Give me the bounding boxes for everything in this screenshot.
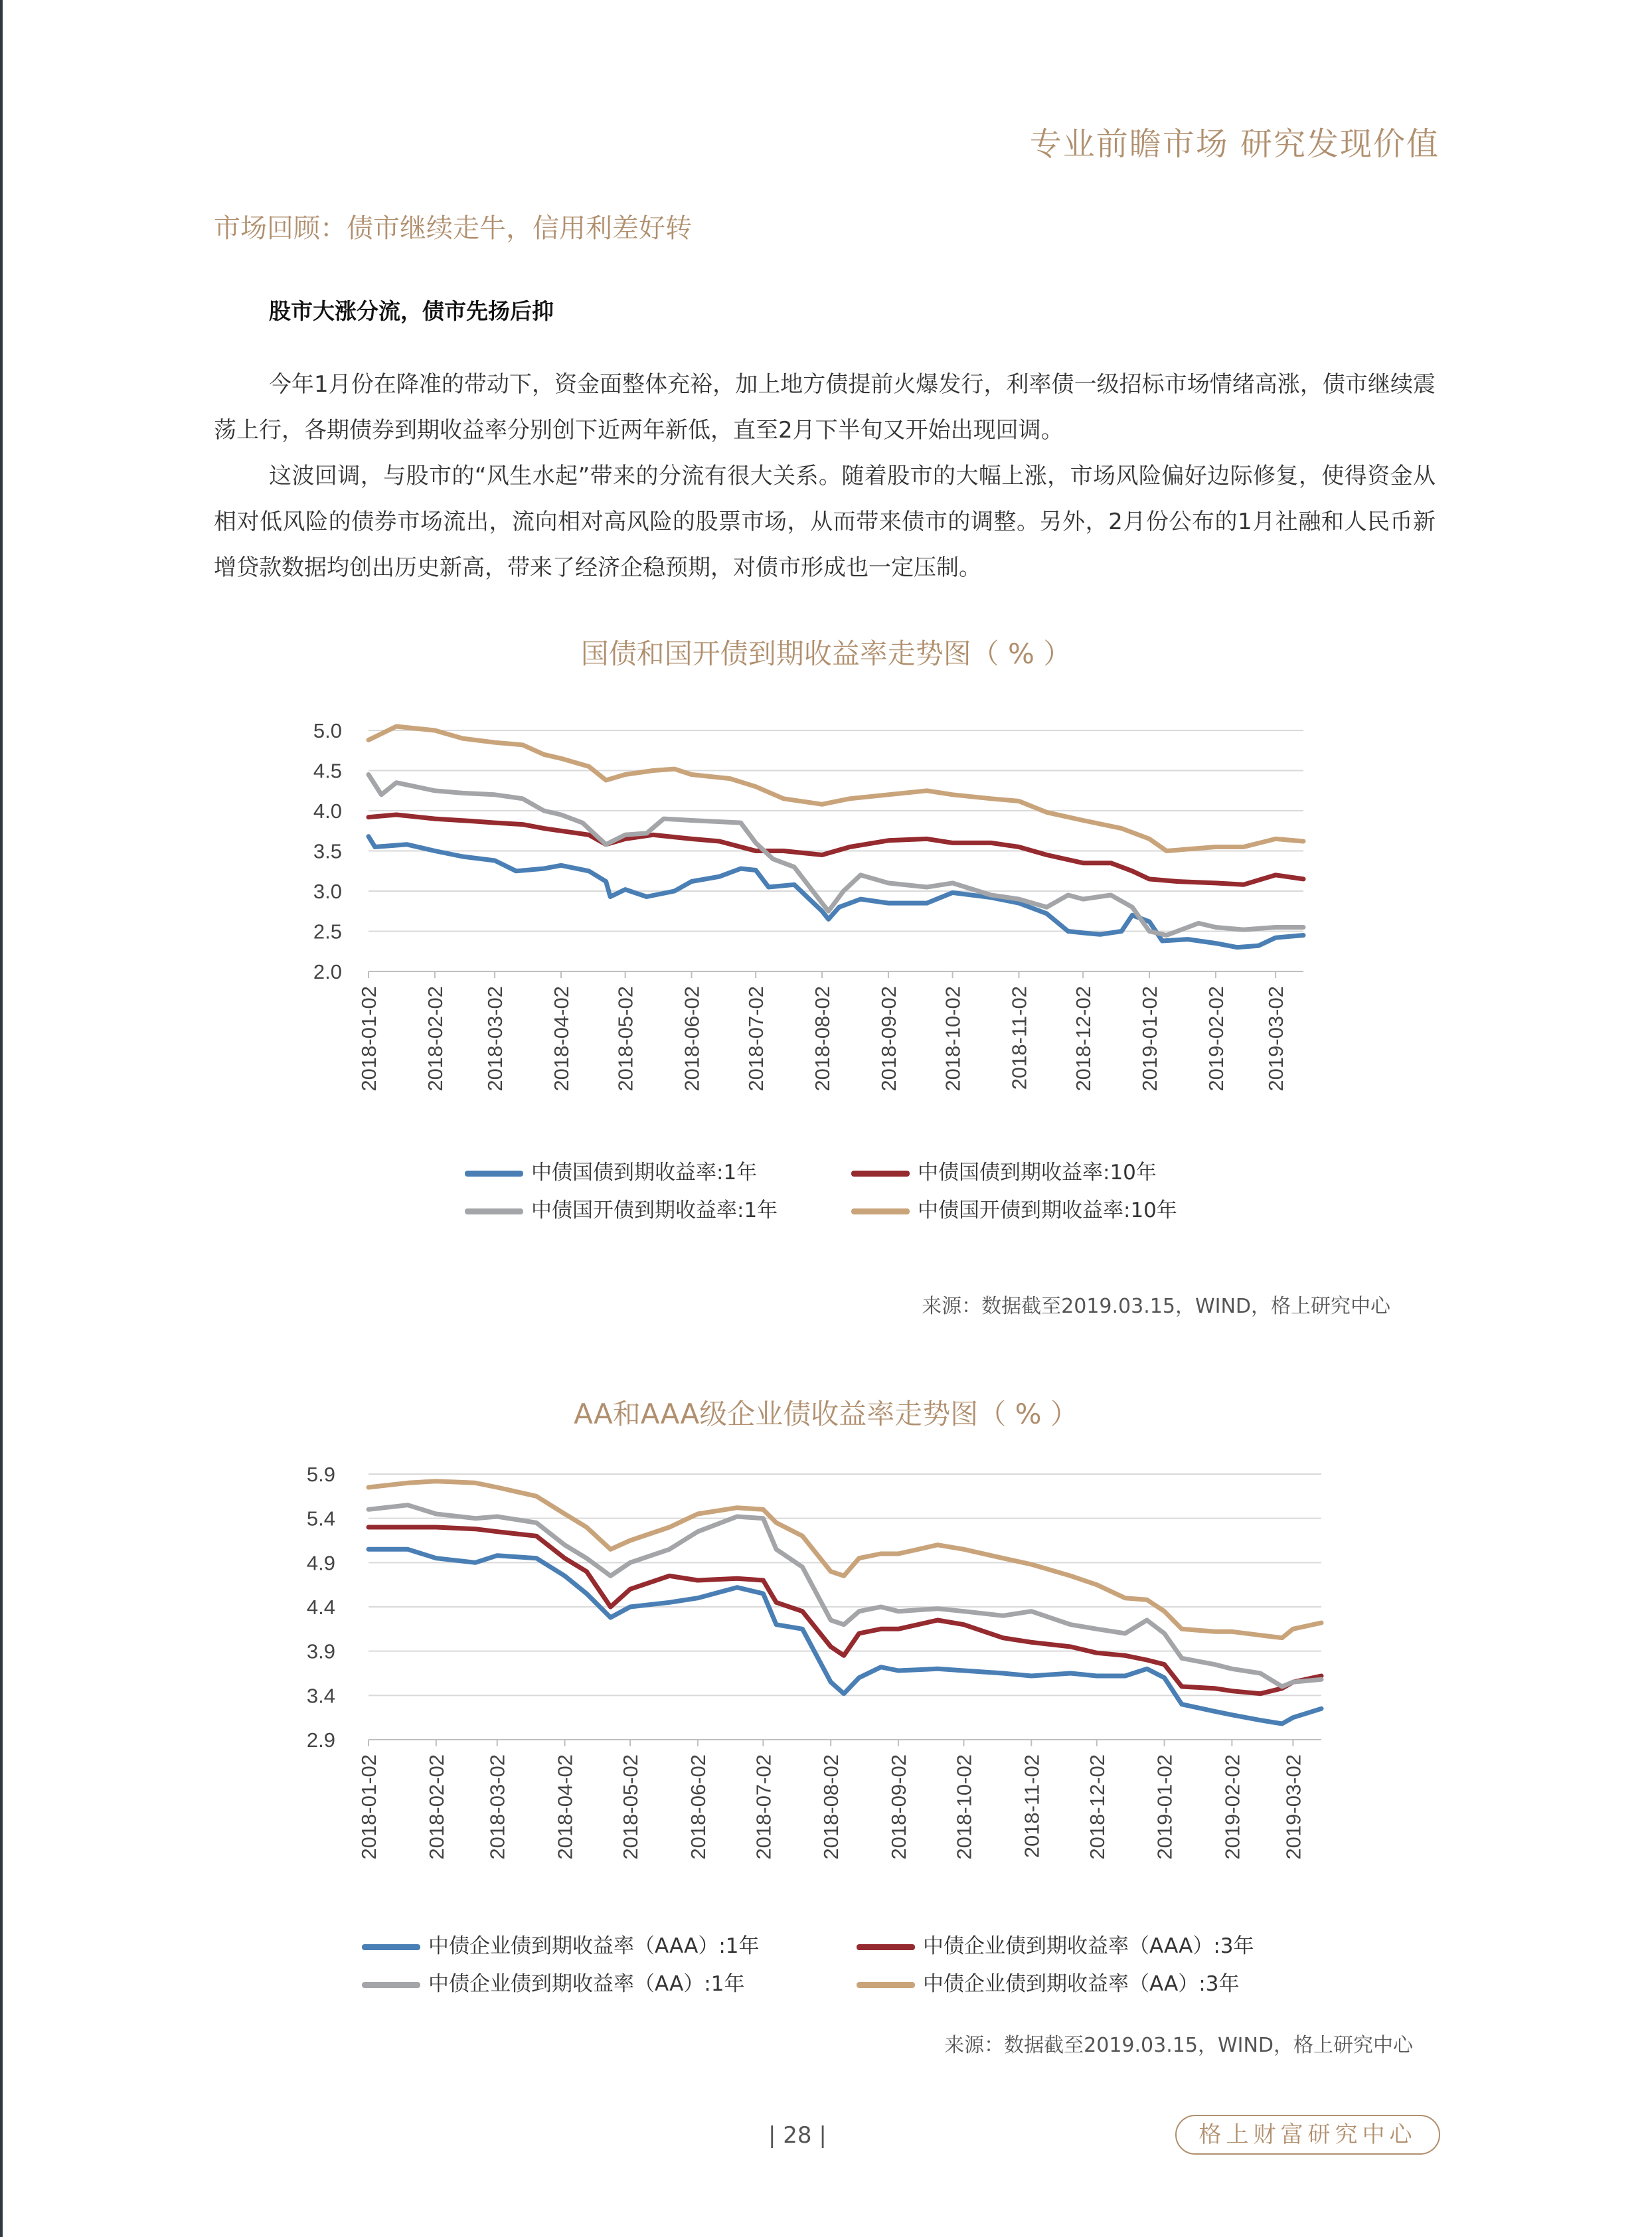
legend-item — [362, 1967, 744, 1997]
x-tick-label: 2018-12-02 — [1085, 1754, 1109, 1860]
x-tick-label: 2018-11-02 — [1020, 1754, 1044, 1859]
legend-label: 中债国开债到期收益率:10年 — [918, 1199, 1177, 1222]
chart-source: 来源：数据截至2019.03.15，WIND，格上研究中心 — [922, 1295, 1390, 1318]
legend-label: 中债企业债到期收益率（AAA）:3年 — [923, 1934, 1254, 1958]
legend-item — [465, 1193, 778, 1223]
legend-label: 中债企业债到期收益率（AAA）:1年 — [428, 1934, 760, 1958]
x-tick-label: 2018-06-02 — [680, 986, 704, 1092]
series-line — [369, 726, 1303, 851]
y-tick-label: 5.4 — [306, 1507, 335, 1531]
chart-title: 国债和国开债到期收益率走势图（ % ） — [580, 637, 1072, 670]
legend-label: 中债企业债到期收益率（AA）:3年 — [923, 1972, 1240, 1996]
chart-source: 来源：数据截至2019.03.15，WIND，格上研究中心 — [944, 2034, 1413, 2057]
y-tick-label: 3.9 — [306, 1639, 335, 1663]
x-tick-label: 2018-10-02 — [952, 1754, 976, 1860]
x-tick-label: 2018-11-02 — [1007, 986, 1031, 1090]
legend-label: 中债国债到期收益率:1年 — [531, 1161, 758, 1185]
x-tick-label: 2018-09-02 — [876, 986, 900, 1092]
x-tick-label: 2018-03-02 — [483, 986, 507, 1092]
legend-swatch — [857, 1944, 915, 1950]
y-tick-label: 2.9 — [306, 1728, 335, 1752]
y-tick-label: 5.9 — [306, 1463, 335, 1486]
body-text — [214, 362, 1436, 591]
paragraph: 这波回调，与股市的“风生水起”带来的分流有很大关系。随着股市的大幅上涨，市场风险偏好边际修复，使得资金从相对低风险的债券市场流出，流向相对高风险的股票市场，从而带来债市的调整。另外，2月份公布的1月社融和人民币新增贷款数据均创出历史新高，带来了经济企稳预期，对债市形成也一定压制。 — [214, 463, 1436, 581]
x-tick-label: 2018-02-02 — [423, 986, 447, 1092]
legend-swatch — [465, 1208, 523, 1214]
x-tick-label: 2018-08-02 — [819, 1754, 843, 1860]
x-tick-label: 2018-01-02 — [357, 986, 380, 1092]
section-title: 市场回顾：债市继续走牛，信用利差好转 — [214, 213, 692, 244]
legend-swatch — [857, 1982, 915, 1988]
header-slogan: 专业前瞻市场 研究发现价值 — [1029, 125, 1440, 163]
y-tick-label: 3.4 — [306, 1684, 335, 1708]
legend-item — [362, 1929, 760, 1959]
legend-swatch — [851, 1171, 910, 1177]
x-tick-label: 2018-03-02 — [485, 1754, 509, 1860]
y-tick-label: 3.0 — [313, 880, 342, 903]
legend-swatch — [362, 1982, 420, 1988]
legend-item — [465, 1155, 757, 1185]
x-tick-label: 2018-07-02 — [752, 1754, 776, 1860]
treasury-yield-chart — [0, 697, 1652, 1175]
y-tick-label: 2.0 — [313, 960, 342, 983]
legend-item — [851, 1155, 1157, 1185]
y-tick-label: 4.4 — [306, 1596, 335, 1619]
x-tick-label: 2019-01-02 — [1153, 1754, 1177, 1860]
x-tick-label: 2019-02-02 — [1220, 1754, 1244, 1860]
x-tick-label: 2018-09-02 — [886, 1754, 910, 1860]
x-tick-label: 2018-06-02 — [686, 1754, 710, 1860]
legend-label: 中债企业债到期收益率（AA）:1年 — [428, 1972, 745, 1996]
corporate-bond-yield-chart — [0, 1448, 1652, 1926]
y-tick-label: 2.5 — [313, 920, 342, 944]
x-tick-label: 2018-02-02 — [424, 1754, 448, 1860]
legend-swatch — [851, 1208, 910, 1214]
x-tick-label: 2018-08-02 — [811, 986, 835, 1092]
x-tick-label: 2018-10-02 — [941, 986, 965, 1092]
x-tick-label: 2018-07-02 — [744, 986, 768, 1092]
series-line — [369, 1527, 1321, 1694]
legend-item — [857, 1967, 1239, 1997]
sub-heading: 股市大涨分流，债市先扬后抑 — [269, 298, 554, 324]
x-tick-label: 2018-04-02 — [549, 986, 573, 1092]
x-tick-label: 2018-01-02 — [357, 1754, 380, 1860]
x-tick-label: 2019-01-02 — [1138, 986, 1162, 1092]
legend-item — [851, 1193, 1177, 1223]
paragraph: 今年1月份在降准的带动下，资金面整体充裕，加上地方债提前火爆发行，利率债一级招标市场情绪高涨，债市继续震荡上行，各期债券到期收益率分别创下近两年新低，直至2月下半旬又开始出现回调。 — [214, 371, 1436, 444]
footer-badge: 格上财富研究中心 — [1175, 2115, 1440, 2155]
x-tick-label: 2019-03-02 — [1264, 985, 1288, 1092]
x-tick-label: 2019-03-02 — [1281, 1754, 1305, 1860]
x-tick-label: 2018-05-02 — [614, 986, 637, 1092]
x-tick-label: 2018-05-02 — [619, 1754, 643, 1860]
y-tick-label: 5.0 — [313, 719, 342, 742]
y-tick-label: 4.5 — [313, 759, 342, 783]
x-tick-label: 2018-12-02 — [1072, 986, 1096, 1092]
x-tick-label: 2019-02-02 — [1204, 986, 1228, 1092]
y-tick-label: 4.9 — [306, 1551, 335, 1575]
y-tick-label: 3.5 — [313, 839, 342, 863]
series-line — [369, 1481, 1321, 1638]
legend-label: 中债国开债到期收益率:1年 — [531, 1199, 778, 1222]
y-tick-label: 4.0 — [313, 799, 342, 823]
page-number: | 28 | — [768, 2122, 827, 2149]
legend-swatch — [465, 1171, 523, 1177]
x-tick-label: 2018-04-02 — [553, 1754, 577, 1860]
legend-item — [857, 1929, 1254, 1959]
legend-label: 中债国债到期收益率:10年 — [918, 1161, 1157, 1185]
chart-title: AA和AAA级企业债收益率走势图（ % ） — [574, 1398, 1078, 1430]
legend-swatch — [362, 1944, 420, 1950]
